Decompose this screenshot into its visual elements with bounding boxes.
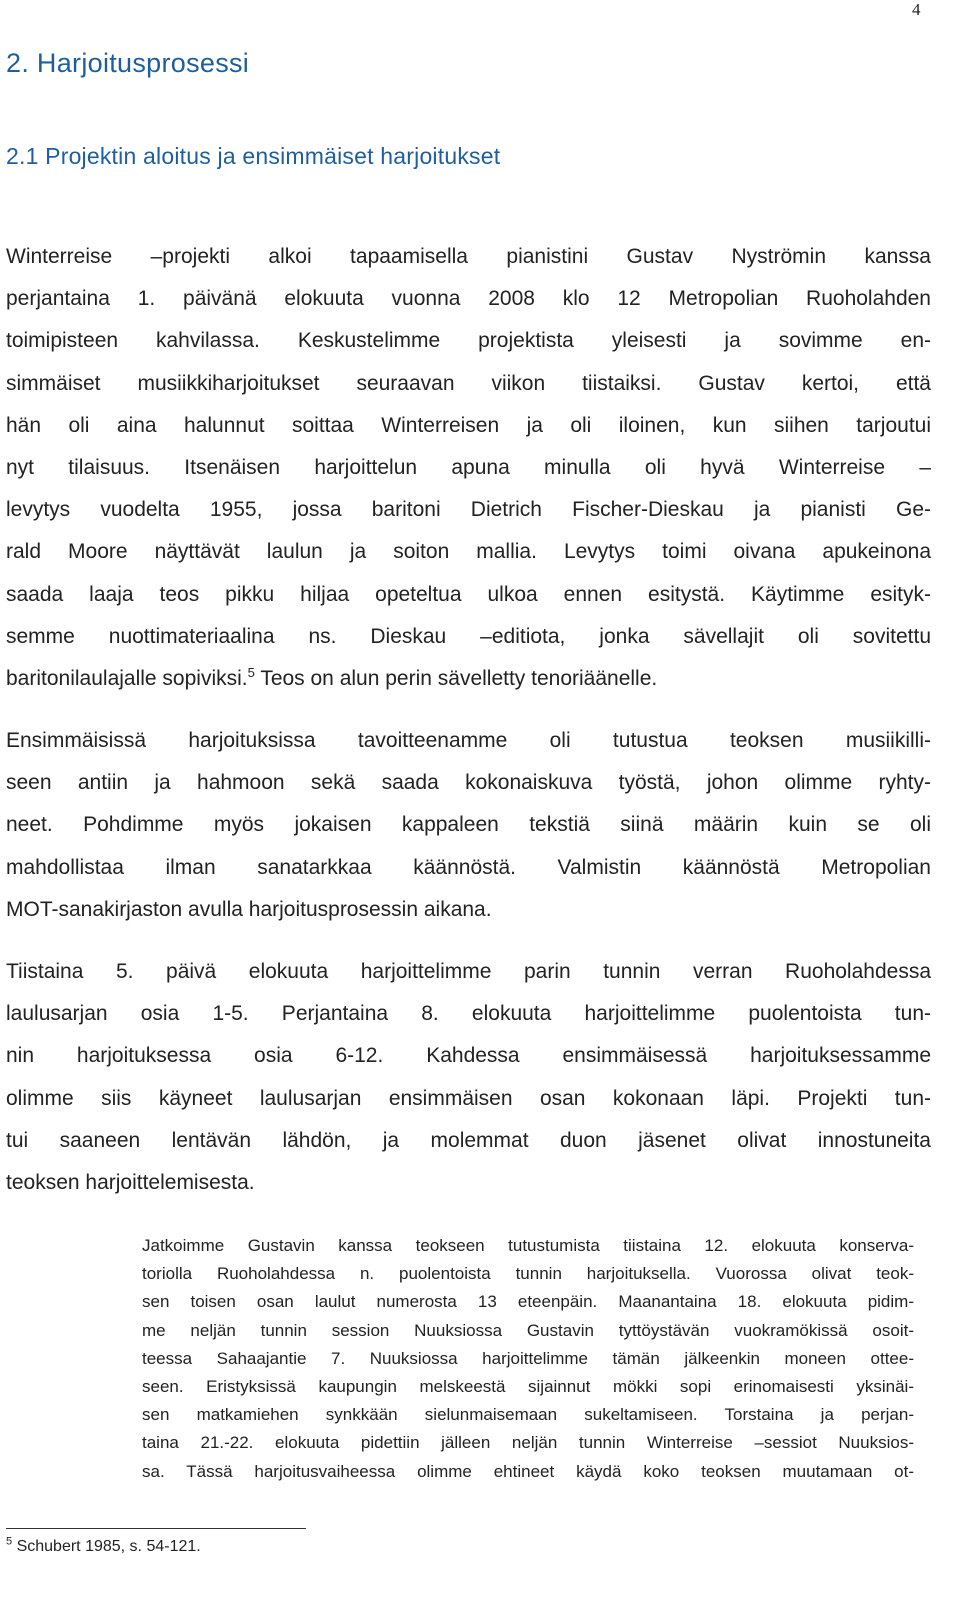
text-line: Ensimmäisissä harjoituksissa tavoitteenamme oli tutustua teoksen musiikilli- xyxy=(6,729,931,752)
text-line: hän oli aina halunnut soittaa Winterreisen ja oli iloinen, kun siihen tarjoutui xyxy=(6,413,931,437)
text-line: simmäiset musiikkiharjoitukset seuraavan viikon tiistaiksi. Gustav kertoi, että xyxy=(6,371,931,395)
quote-line: sen matkamiehen synkkään sielunmaisemaan sukeltamiseen. Torstaina ja perjan- xyxy=(142,1405,914,1425)
quote-line: teessa Sahaajantie 7. Nuuksiossa harjoittelimme tämän jälkeenkin moneen ottee- xyxy=(142,1348,914,1368)
quote-line: me neljän tunnin session Nuuksiossa Gustavin tyttöystävän vuokramökissä osoit- xyxy=(142,1320,914,1340)
paragraph-3 xyxy=(6,951,931,1204)
text-line: seen antiin ja hahmoon sekä saada kokonaiskuva työstä, johon olimme ryhty- xyxy=(6,771,931,795)
footnote-text: Schubert 1985, s. 54-121. xyxy=(16,1538,201,1555)
text-line: Winterreise –projekti alkoi tapaamisella pianistini Gustav Nyströmin kanssa xyxy=(6,245,931,268)
block-quote xyxy=(142,1232,914,1486)
text-line: toimipisteen kahvilassa. Keskustelimme projektista yleisesti ja sovimme en- xyxy=(6,329,931,353)
text-line: neet. Pohdimme myös jokaisen kappaleen tekstiä siinä määrin kuin se oli xyxy=(6,813,931,837)
quote-line: taina 21.-22. elokuuta pidettiin jälleen neljän tunnin Winterreise –sessiot Nuuksios- xyxy=(142,1433,914,1453)
quote-line: toriolla Ruoholahdessa n. puolentoista tunnin harjoituksella. Vuorossa olivat teok- xyxy=(142,1264,914,1284)
quote-line: Jatkoimme Gustavin kanssa teokseen tutustumista tiistaina 12. elokuuta konserva- xyxy=(142,1236,914,1255)
quote-line: seen. Eristyksissä kaupungin melskeestä sijainnut mökki sopi erinomaisesti yksinäi- xyxy=(142,1376,914,1396)
text-line: rald Moore näyttävät laulun ja soiton mallia. Levytys toimi oivana apukeinona xyxy=(6,540,931,564)
text-line: levytys vuodelta 1955, jossa baritoni Dietrich Fischer-Dieskau ja pianisti Ge- xyxy=(6,498,931,522)
text-line-last xyxy=(6,658,931,700)
text-line: tui saaneen lentävän lähdön, ja molemmat duon jäsenet olivat innostuneita xyxy=(6,1128,931,1152)
text-line: perjantaina 1. päivänä elokuuta vuonna 2008 klo 12 Metropolian Ruoholahden xyxy=(6,287,931,311)
text-line: MOT-sanakirjaston avulla harjoitusprosessin aikana. xyxy=(6,897,492,921)
text-line: nyt tilaisuus. Itsenäisen harjoittelun apuna minulla oli hyvä Winterreise – xyxy=(6,455,931,479)
footnote-number: 5 xyxy=(6,1535,13,1548)
text-line: saada laaja teos pikku hiljaa opeteltua ulkoa ennen esitystä. Käytimme esityk- xyxy=(6,582,931,606)
chapter-heading: 2. Harjoitusprosessi xyxy=(6,48,250,78)
text-line: teoksen harjoittelemisesta. xyxy=(6,1170,255,1194)
page-number: 4 xyxy=(912,0,921,19)
quote-line: sa. Tässä harjoitusvaiheessa olimme ehtineet käydä koko teoksen muutamaan ot- xyxy=(142,1461,914,1481)
quote-line: sen toisen osan laulut numerosta 13 eteenpäin. Maanantaina 18. elokuuta pidim- xyxy=(142,1292,914,1312)
text-line: laulusarjan osia 1-5. Perjantaina 8. elokuuta harjoittelimme puolentoista tun- xyxy=(6,1002,931,1026)
text-line: olimme siis käyneet laulusarjan ensimmäisen osan kokonaan läpi. Projekti tun- xyxy=(6,1086,931,1110)
paragraph-1 xyxy=(6,236,931,700)
text-line: nin harjoituksessa osia 6-12. Kahdessa ensimmäisessä harjoituksessamme xyxy=(6,1044,931,1068)
footnote xyxy=(6,1535,201,1556)
text-fragment: baritonilaulajalle sopiviksi. xyxy=(6,666,248,690)
text-line: mahdollistaa ilman sanatarkkaa käännöstä. Valmistin käännöstä Metropolian xyxy=(6,855,931,879)
section-heading: 2.1 Projektin aloitus ja ensimmäiset harjoitukset xyxy=(6,143,501,169)
footnote-divider xyxy=(6,1528,306,1529)
text-fragment: Teos on alun perin sävelletty tenoriäänelle. xyxy=(254,666,658,690)
text-line: Tiistaina 5. päivä elokuuta harjoittelimme parin tunnin verran Ruoholahdessa xyxy=(6,960,931,983)
footnote-reference[interactable]: 5 xyxy=(247,664,255,680)
text-line: semme nuottimateriaalina ns. Dieskau –editiota, jonka sävellajit oli sovitettu xyxy=(6,624,931,648)
paragraph-2 xyxy=(6,720,931,931)
